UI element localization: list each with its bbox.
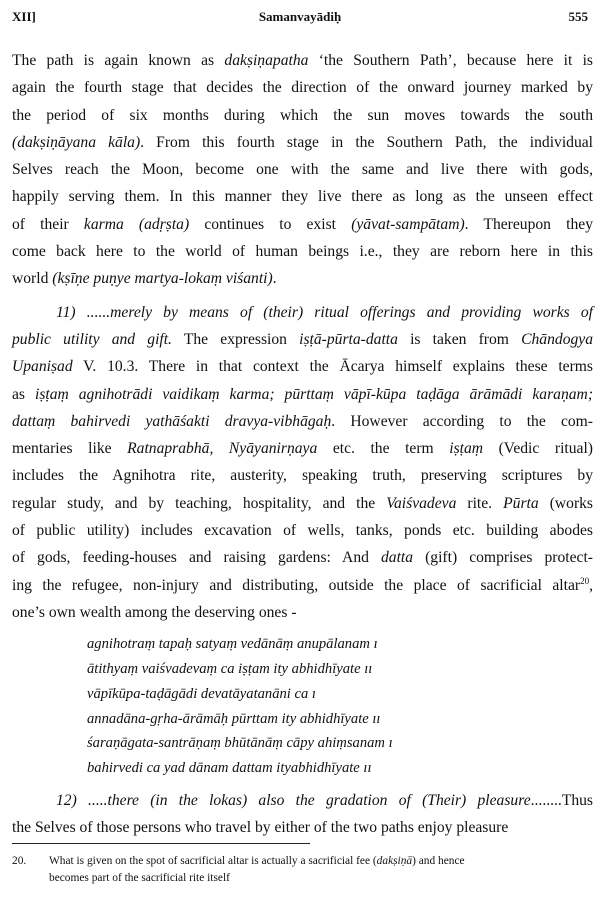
chapter-marker: XII] <box>12 9 36 24</box>
verse-line: bahirvedi ca yad dānam dattam ityabhidhīyate ıı <box>87 760 372 777</box>
running-header <box>12 9 588 29</box>
text-line: come back here to the world of human beings i.e., they are reborn here in this <box>12 243 593 261</box>
footnote-number: 20. <box>12 855 27 867</box>
text-line: 12) .....there (in the lokas) also the gradation of (Their) pleasure........Thus <box>56 792 593 810</box>
text-line: public utility and gift. The expression iṣṭā-pūrta-datta is taken from Chāndogya <box>12 330 594 348</box>
text-line: one’s own wealth among the deserving ones - <box>12 603 297 621</box>
text-line: regular study, and by teaching, hospitality, and the Vaiśvadeva rite. Pūrta (works <box>12 494 593 512</box>
paragraph-2 <box>12 299 593 627</box>
verse-line: ātithyaṃ vaiśvadevaṃ ca iṣṭam ity abhidhīyate ıı <box>87 661 373 678</box>
text-line: of public utility) includes excavation of wells, tanks, ponds etc. building abodes <box>12 522 593 540</box>
text-line: again the fourth stage that decides the direction of the onward journey marked by <box>12 79 593 97</box>
verse-line: śaraṇāgata-santrāṇaṃ bhūtānāṃ cāpy ahiṃsanam ı <box>87 735 393 752</box>
text-line: includes the Agnihotra rite, austerity, speaking truth, preserving scriptures by <box>12 467 593 485</box>
running-title: Samanvayādiḥ <box>258 9 342 24</box>
footnote-line: becomes part of the sacrificial rite itself <box>49 872 230 884</box>
text-line: as iṣṭaṃ agnihotrādi vaidikaṃ karma; pūrttaṃ vāpī-kūpa taḍāga ārāmādi karaṇam; <box>12 385 594 403</box>
text-line: Selves reach the Moon, become one with the same and live there with gods, <box>12 161 593 179</box>
footnote-line: What is given on the spot of sacrificial altar is actually a sacrificial fee (dakṣiṇā) and hence <box>49 855 465 867</box>
text-line: happily serving them. In this manner they live there as long as the unseen effect <box>12 188 593 206</box>
verse-block <box>12 632 593 781</box>
text-line: of their karma (adṛṣta) continues to exist (yāvat-sampātam). Thereupon they <box>12 215 593 233</box>
body-text <box>12 47 593 842</box>
text-line: ing the refugee, non-injury and distributing, outside the place of sacrificial altar$^{20}$, <box>12 575 593 594</box>
verse-line: annadāna-gṛha-ārāmāḥ pūrttam ity abhidhīyate ıı <box>87 710 381 727</box>
footnote-text <box>49 853 590 887</box>
text-line: mentaries like Ratnaprabhā, Nyāyanirṇaya etc. the term iṣṭaṃ (Vedic ritual) <box>12 440 593 458</box>
verse-line: vāpīkūpa-taḍāgādi devatāyatanāni ca ı <box>87 685 316 702</box>
text-line: of gods, feeding-houses and raising gardens: And datta (gift) comprises protect- <box>12 549 593 567</box>
text-line: 11) ......merely by means of (their) ritual offerings and providing works of <box>56 303 593 321</box>
text-line: the period of six months during which the sun moves towards the south <box>12 106 593 124</box>
text-line: Upaniṣad V. 10.3. There in that context the Ācarya himself explains these terms <box>12 358 593 376</box>
paragraph-3 <box>12 787 593 842</box>
paragraph-1 <box>12 47 593 293</box>
text-line: (dakṣiṇāyana kāla). From this fourth stage in the Southern Path, the individual <box>12 133 594 151</box>
text-line: dattaṃ bahirvedi yathāśakti dravya-vibhāgaḥ. However according to the com- <box>12 412 593 430</box>
text-line: the Selves of those persons who travel by either of the two paths enjoy pleasure <box>12 819 509 837</box>
footnote-rule <box>12 843 310 844</box>
page-number: 555 <box>568 9 588 24</box>
text-line: The path is again known as dakṣiṇapatha ‘the Southern Path’, because here it is <box>12 52 593 69</box>
verse-line: agnihotraṃ tapaḥ satyaṃ vedānāṃ anupālanam ı <box>87 636 378 653</box>
text-line: world (kṣīṇe puṇye martya-lokaṃ viśanti). <box>12 270 277 288</box>
